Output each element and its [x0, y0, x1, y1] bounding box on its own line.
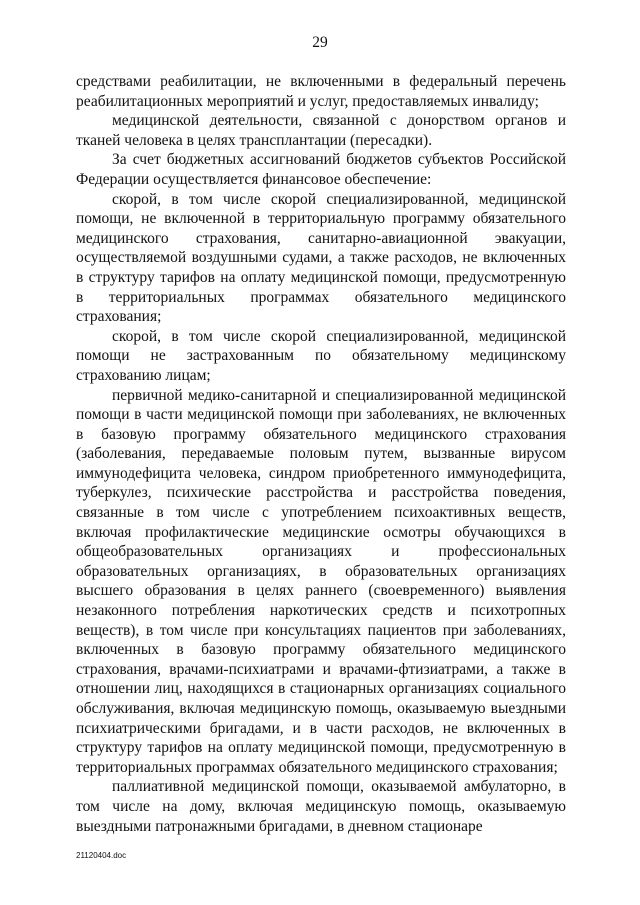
footer-filename: 21120404.doc [76, 851, 127, 860]
paragraph-7: паллиативной медицинской помощи, оказываемой амбулаторно, в том числе на дому, включая медицинскую помощь, оказываемую выездными патронажными бригадами, в дневном стационаре [76, 778, 566, 835]
document-body [76, 72, 566, 836]
page-number: 29 [312, 34, 328, 51]
paragraph-3: За счет бюджетных ассигнований бюджетов субъектов Российской Федерации осуществляется финансовое обеспечение: [76, 151, 566, 188]
paragraph-1: средствами реабилитации, не включенными в федеральный перечень реабилитационных мероприятий и услуг, предоставляемых инвалиду; [76, 73, 566, 110]
paragraph-4: скорой, в том числе скорой специализированной, медицинской помощи, не включенной в территориальную программу обязательного медицинского страхования, санитарно-авиационной эвакуации, осуществляемой воздушными судами, а также расходов, не включенных в структуру тарифов на оплату медицинской помощи, предусмотренную в территориальных программах обязательного медицинского страхования; [76, 190, 566, 326]
paragraph-2: медицинской деятельности, связанной с донорством органов и тканей человека в целях трансплантации (пересадки). [76, 112, 566, 149]
paragraph-6: первичной медико-санитарной и специализированной медицинской помощи в части медицинской помощи при заболеваниях, не включенных в базовую программу обязательного медицинского страхования (заболевания, передаваемые половым путем, вызванные вирусом иммунодефицита человека, синдром приобретенного иммунодефицита, туберкулез, психические расстройства и расстройства поведения, связанные в том числе с употреблением психоактивных веществ, включая профилактические медицинские осмотры обучающихся в общеобразовательных организациях и профессиональных образовательных организациях, в образовательных организациях высшего образования в целях раннего (своевременного) выявления незаконного потребления наркотических средств и психотропных веществ), в том числе при консультациях пациентов при заболеваниях, включенных в базовую программу обязательного медицинского страхования, врачами-психиатрами и врачами-фтизиатрами, а также в отношении лиц, находящихся в стационарных организациях социального обслуживания, включая медицинскую помощь, оказываемую выездными психиатрическими бригадами, и в части расходов, не включенных в структуру тарифов на оплату медицинской помощи, предусмотренную в территориальных программах обязательного медицинского страхования; [76, 386, 566, 776]
paragraph-5: скорой, в том числе скорой специализированной, медицинской помощи не застрахованным по обязательному медицинскому страхованию лицам; [76, 327, 566, 384]
